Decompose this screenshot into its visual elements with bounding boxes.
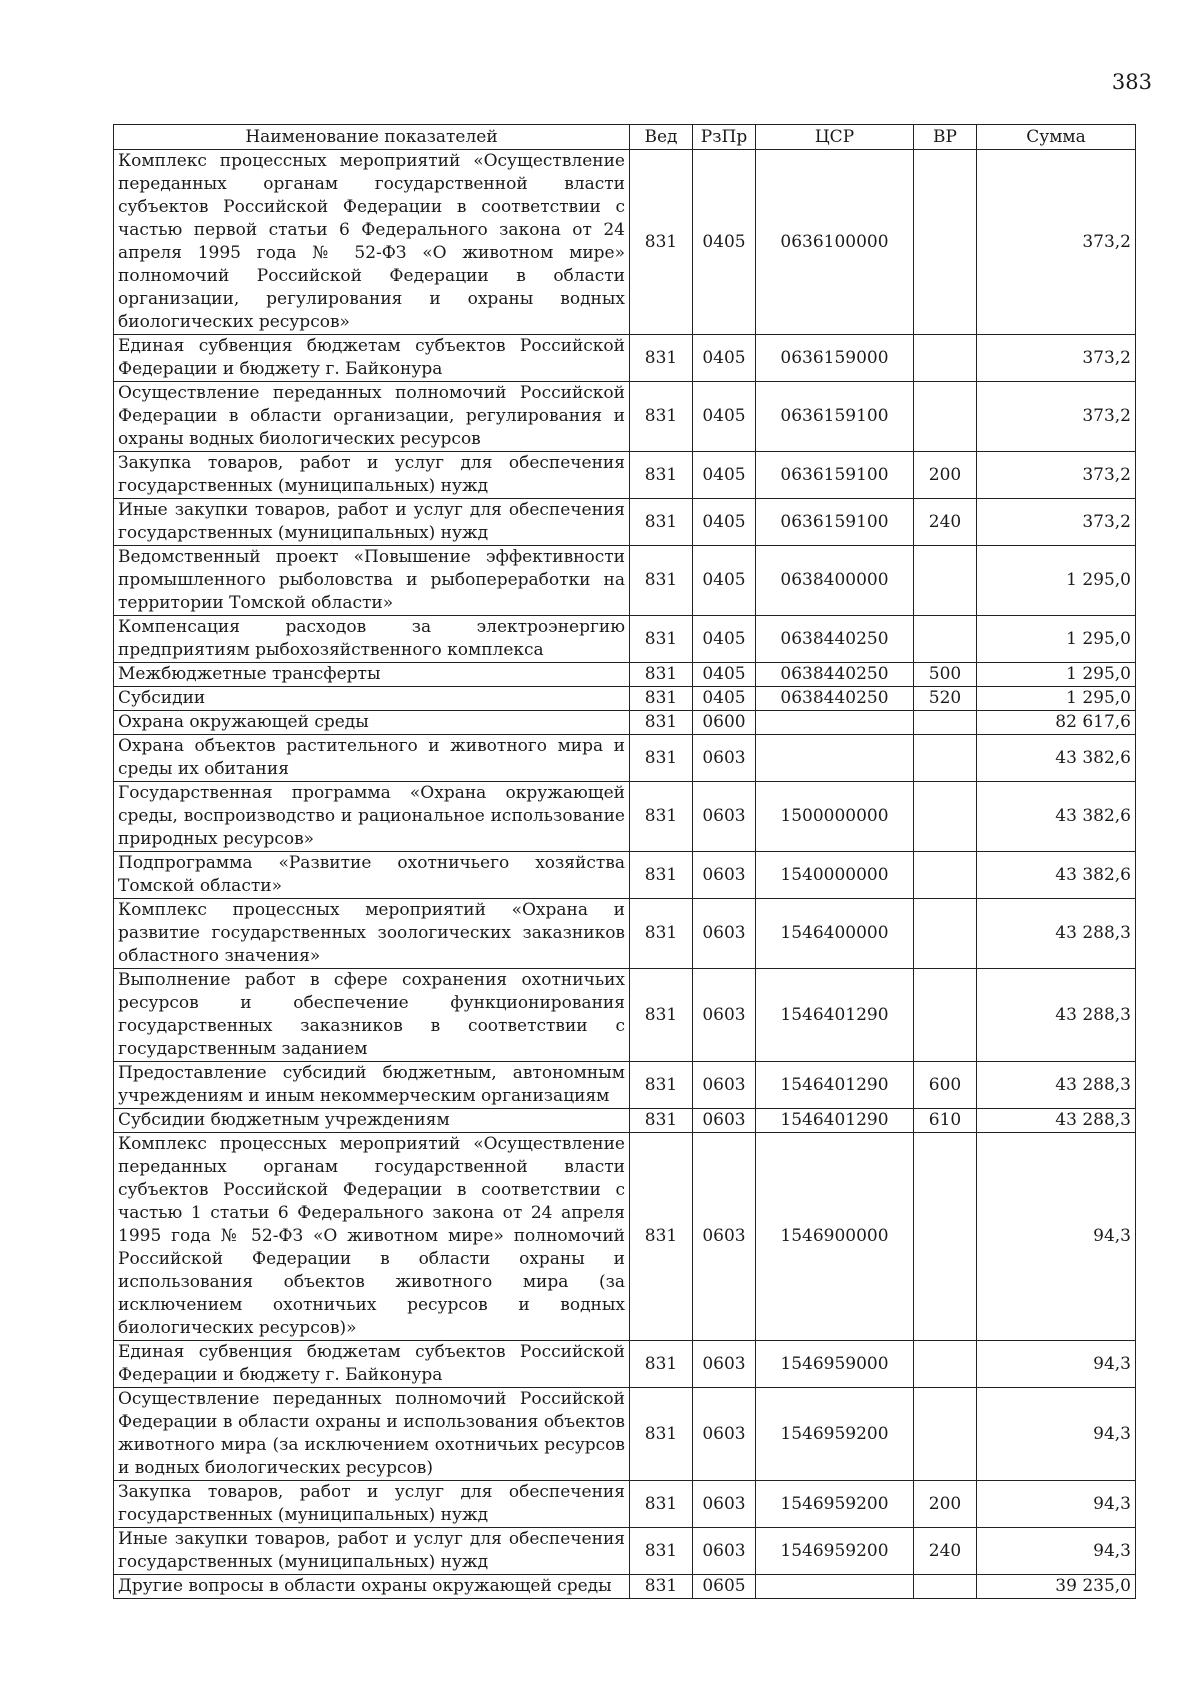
row-rzpr: 0603 <box>693 1109 756 1133</box>
row-sum: 43 288,3 <box>977 899 1136 969</box>
table-row <box>114 1341 1136 1388</box>
row-name: Компенсация расходов за электроэнергию предприятиям рыбохозяйственного комплекса <box>114 616 630 663</box>
row-ved: 831 <box>630 735 693 782</box>
row-ved: 831 <box>630 150 693 335</box>
row-rzpr: 0603 <box>693 1481 756 1528</box>
table-row <box>114 969 1136 1062</box>
table-row <box>114 1528 1136 1575</box>
row-ved: 831 <box>630 1388 693 1481</box>
row-sum: 94,3 <box>977 1388 1136 1481</box>
row-name: Комплекс процессных мероприятий «Осуществление переданных органам государственной власти субъектов Российской Федерации в соответствии с частью первой статьи 6 Федерального закона от 24 апреля 1995 года № 52-ФЗ «О животном мире» полномочий Российской Федерации в области организации, регулирования и охраны водных биологических ресурсов» <box>114 150 630 335</box>
row-name: Охрана объектов растительного и животного мира и среды их обитания <box>114 735 630 782</box>
row-vr <box>914 711 977 735</box>
row-rzpr: 0405 <box>693 546 756 616</box>
row-rzpr: 0603 <box>693 782 756 852</box>
row-name: Выполнение работ в сфере сохранения охотничьих ресурсов и обеспечение функционирования государственных заказников в соответствии с государственным заданием <box>114 969 630 1062</box>
row-csr: 1546401290 <box>756 1109 914 1133</box>
row-csr: 0636159100 <box>756 382 914 452</box>
row-csr: 0638440250 <box>756 663 914 687</box>
row-name: Охрана окружающей среды <box>114 711 630 735</box>
row-sum: 373,2 <box>977 499 1136 546</box>
row-vr <box>914 150 977 335</box>
row-csr: 1546959200 <box>756 1528 914 1575</box>
row-rzpr: 0603 <box>693 1388 756 1481</box>
row-sum: 43 382,6 <box>977 852 1136 899</box>
row-name: Иные закупки товаров, работ и услуг для обеспечения государственных (муниципальных) нужд <box>114 1528 630 1575</box>
table-row <box>114 1133 1136 1341</box>
row-csr: 1546959200 <box>756 1481 914 1528</box>
row-csr <box>756 735 914 782</box>
table-row <box>114 335 1136 382</box>
row-vr <box>914 1575 977 1599</box>
row-name: Осуществление переданных полномочий Российской Федерации в области охраны и использования объектов животного мира (за исключением охотничьих ресурсов и водных биологических ресурсов) <box>114 1388 630 1481</box>
row-sum: 94,3 <box>977 1133 1136 1341</box>
row-ved: 831 <box>630 899 693 969</box>
row-csr: 0636159100 <box>756 452 914 499</box>
row-ved: 831 <box>630 1528 693 1575</box>
row-sum: 373,2 <box>977 150 1136 335</box>
table-row <box>114 546 1136 616</box>
row-rzpr: 0405 <box>693 382 756 452</box>
row-rzpr: 0603 <box>693 1062 756 1109</box>
row-rzpr: 0603 <box>693 969 756 1062</box>
row-rzpr: 0603 <box>693 1133 756 1341</box>
row-sum: 43 288,3 <box>977 1062 1136 1109</box>
row-vr <box>914 735 977 782</box>
table-row <box>114 150 1136 335</box>
row-vr <box>914 546 977 616</box>
row-sum: 94,3 <box>977 1481 1136 1528</box>
row-vr <box>914 1388 977 1481</box>
row-csr <box>756 1575 914 1599</box>
table-row <box>114 382 1136 452</box>
row-csr: 0636100000 <box>756 150 914 335</box>
row-sum: 1 295,0 <box>977 687 1136 711</box>
table-row <box>114 711 1136 735</box>
row-ved: 831 <box>630 687 693 711</box>
row-name: Субсидии <box>114 687 630 711</box>
row-csr: 1546401290 <box>756 1062 914 1109</box>
header-name: Наименование показателей <box>114 125 630 150</box>
table-row <box>114 687 1136 711</box>
row-name: Единая субвенция бюджетам субъектов Российской Федерации и бюджету г. Байконура <box>114 1341 630 1388</box>
table-row <box>114 1109 1136 1133</box>
row-sum: 43 288,3 <box>977 1109 1136 1133</box>
row-vr: 200 <box>914 1481 977 1528</box>
row-name: Закупка товаров, работ и услуг для обеспечения государственных (муниципальных) нужд <box>114 452 630 499</box>
table-row <box>114 782 1136 852</box>
row-name: Единая субвенция бюджетам субъектов Российской Федерации и бюджету г. Байконура <box>114 335 630 382</box>
header-row <box>114 125 1136 150</box>
row-rzpr: 0405 <box>693 335 756 382</box>
row-csr <box>756 711 914 735</box>
row-name: Комплекс процессных мероприятий «Осуществление переданных органам государственной власти субъектов Российской Федерации в соответствии с частью 1 статьи 6 Федерального закона от 24 апреля 1995 года № 52-ФЗ «О животном мире» полномочий Российской Федерации в области охраны и использования объектов животного мира (за исключением охотничьих ресурсов и водных биологических ресурсов)» <box>114 1133 630 1341</box>
row-ved: 831 <box>630 546 693 616</box>
row-rzpr: 0405 <box>693 616 756 663</box>
row-vr <box>914 1341 977 1388</box>
table-body <box>114 150 1136 1599</box>
header-rzpr: РзПр <box>693 125 756 150</box>
row-csr: 0638440250 <box>756 616 914 663</box>
row-ved: 831 <box>630 452 693 499</box>
row-vr: 600 <box>914 1062 977 1109</box>
row-sum: 94,3 <box>977 1528 1136 1575</box>
row-ved: 831 <box>630 969 693 1062</box>
row-rzpr: 0405 <box>693 452 756 499</box>
row-ved: 831 <box>630 1575 693 1599</box>
row-rzpr: 0603 <box>693 1341 756 1388</box>
row-sum: 39 235,0 <box>977 1575 1136 1599</box>
row-vr <box>914 1133 977 1341</box>
row-rzpr: 0605 <box>693 1575 756 1599</box>
row-rzpr: 0603 <box>693 899 756 969</box>
row-vr: 200 <box>914 452 977 499</box>
row-vr: 240 <box>914 1528 977 1575</box>
header-csr: ЦСР <box>756 125 914 150</box>
row-name: Предоставление субсидий бюджетным, автономным учреждениям и иным некоммерческим организациям <box>114 1062 630 1109</box>
row-sum: 373,2 <box>977 452 1136 499</box>
row-rzpr: 0603 <box>693 1528 756 1575</box>
row-sum: 43 382,6 <box>977 782 1136 852</box>
row-vr <box>914 335 977 382</box>
row-ved: 831 <box>630 335 693 382</box>
row-ved: 831 <box>630 1109 693 1133</box>
row-name: Подпрограмма «Развитие охотничьего хозяйства Томской области» <box>114 852 630 899</box>
row-csr: 1546900000 <box>756 1133 914 1341</box>
table-row <box>114 1388 1136 1481</box>
row-vr: 240 <box>914 499 977 546</box>
table-row <box>114 616 1136 663</box>
row-sum: 373,2 <box>977 382 1136 452</box>
row-ved: 831 <box>630 852 693 899</box>
row-name: Комплекс процессных мероприятий «Охрана и развитие государственных зоологических заказников областного значения» <box>114 899 630 969</box>
row-sum: 82 617,6 <box>977 711 1136 735</box>
row-sum: 1 295,0 <box>977 663 1136 687</box>
row-csr: 1540000000 <box>756 852 914 899</box>
row-csr: 1500000000 <box>756 782 914 852</box>
budget-table <box>113 124 1136 1599</box>
row-ved: 831 <box>630 1341 693 1388</box>
row-vr: 500 <box>914 663 977 687</box>
table-row <box>114 735 1136 782</box>
row-sum: 1 295,0 <box>977 616 1136 663</box>
table-header <box>114 125 1136 150</box>
row-csr: 0636159000 <box>756 335 914 382</box>
row-vr <box>914 852 977 899</box>
table-row <box>114 1062 1136 1109</box>
row-ved: 831 <box>630 616 693 663</box>
row-rzpr: 0405 <box>693 687 756 711</box>
row-name: Другие вопросы в области охраны окружающей среды <box>114 1575 630 1599</box>
table-row <box>114 452 1136 499</box>
table-row <box>114 1575 1136 1599</box>
row-rzpr: 0405 <box>693 663 756 687</box>
row-name: Закупка товаров, работ и услуг для обеспечения государственных (муниципальных) нужд <box>114 1481 630 1528</box>
header-ved: Вед <box>630 125 693 150</box>
row-vr <box>914 899 977 969</box>
row-sum: 1 295,0 <box>977 546 1136 616</box>
row-ved: 831 <box>630 663 693 687</box>
row-name: Межбюджетные трансферты <box>114 663 630 687</box>
page-number: 383 <box>1111 70 1152 94</box>
header-sum: Сумма <box>977 125 1136 150</box>
row-vr <box>914 382 977 452</box>
row-sum: 373,2 <box>977 335 1136 382</box>
row-name: Осуществление переданных полномочий Российской Федерации в области организации, регулирования и охраны водных биологических ресурсов <box>114 382 630 452</box>
table-row <box>114 1481 1136 1528</box>
row-ved: 831 <box>630 1481 693 1528</box>
row-csr: 1546400000 <box>756 899 914 969</box>
row-ved: 831 <box>630 1062 693 1109</box>
row-vr <box>914 616 977 663</box>
row-vr <box>914 782 977 852</box>
table-row <box>114 663 1136 687</box>
row-sum: 43 382,6 <box>977 735 1136 782</box>
row-rzpr: 0603 <box>693 852 756 899</box>
row-name: Ведомственный проект «Повышение эффективности промышленного рыболовства и рыбопереработки на территории Томской области» <box>114 546 630 616</box>
row-ved: 831 <box>630 782 693 852</box>
row-name: Иные закупки товаров, работ и услуг для обеспечения государственных (муниципальных) нужд <box>114 499 630 546</box>
row-csr: 0636159100 <box>756 499 914 546</box>
row-name: Государственная программа «Охрана окружающей среды, воспроизводство и рациональное использование природных ресурсов» <box>114 782 630 852</box>
row-ved: 831 <box>630 382 693 452</box>
row-rzpr: 0405 <box>693 150 756 335</box>
row-ved: 831 <box>630 711 693 735</box>
row-csr: 1546401290 <box>756 969 914 1062</box>
row-rzpr: 0603 <box>693 735 756 782</box>
row-csr: 0638440250 <box>756 687 914 711</box>
row-sum: 43 288,3 <box>977 969 1136 1062</box>
header-vr: ВР <box>914 125 977 150</box>
table-row <box>114 499 1136 546</box>
table-row <box>114 899 1136 969</box>
row-csr: 1546959200 <box>756 1388 914 1481</box>
row-ved: 831 <box>630 1133 693 1341</box>
row-rzpr: 0405 <box>693 499 756 546</box>
row-ved: 831 <box>630 499 693 546</box>
row-name: Субсидии бюджетным учреждениям <box>114 1109 630 1133</box>
table-row <box>114 852 1136 899</box>
row-csr: 1546959000 <box>756 1341 914 1388</box>
row-csr: 0638400000 <box>756 546 914 616</box>
row-vr: 610 <box>914 1109 977 1133</box>
row-vr: 520 <box>914 687 977 711</box>
row-rzpr: 0600 <box>693 711 756 735</box>
row-vr <box>914 969 977 1062</box>
row-sum: 94,3 <box>977 1341 1136 1388</box>
